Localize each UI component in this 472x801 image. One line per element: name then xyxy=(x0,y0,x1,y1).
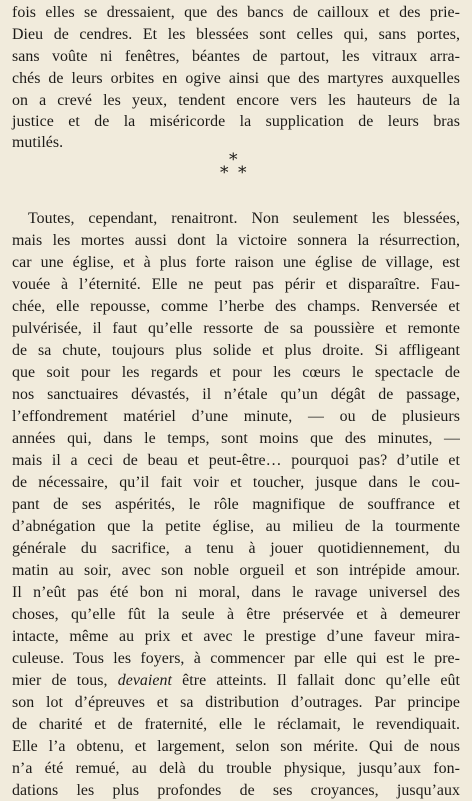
asterisk-icon: * xyxy=(238,163,247,183)
text-line: son lot d’épreuves et sa distribution d’outrages. Par principe xyxy=(12,694,460,711)
text-segment: être atteints. Il fallait donc qu’elle eût xyxy=(182,672,460,689)
text-line xyxy=(12,670,460,691)
paragraph-first-line: Toutes, cependant, renaitront. Non seulement les blessées, xyxy=(28,210,460,227)
text-line: l’effondrement matériel d’une minute, — ou de plusieurs xyxy=(12,408,460,425)
text-line: mais les mortes aussi dont la victoire sonnera la résurrection, xyxy=(12,232,460,249)
text-line: que soit pour les regards et pour les cœurs le spectacle de xyxy=(12,364,460,381)
text-line: générale du sacrifice, a tenu à jouer quotidiennement, du xyxy=(12,540,460,557)
text-line: de sa chute, toujours plus solide et plus droite. Si affligeant xyxy=(12,342,460,359)
text-line: d’abnégation que la petite église, au milieu de la tourmente xyxy=(12,518,460,535)
text-line: de charité et de fraternité, elle le réclamait, le revendiquait. xyxy=(12,716,460,733)
asterisk-icon: * xyxy=(229,150,238,170)
text-line: années qui, dans le temps, sont moins que des minutes, — xyxy=(12,430,460,447)
text-line: nos sanctuaires dévastés, il n’étale qu’un dégât de passage, xyxy=(12,386,460,403)
text-line: n’a été remué, au delà du trouble physique, jusqu’aux fon- xyxy=(12,760,460,777)
text-line: Il n’eût pas été bon ni moral, dans le ravage universel des xyxy=(12,584,460,601)
text-line: chée, elle repousse, comme l’herbe des champs. Renversée et xyxy=(12,298,460,315)
section-break-ornament xyxy=(220,152,250,186)
text-line: Elle l’a obtenu, et largement, selon son mérite. Qui de nous xyxy=(12,738,460,755)
text-line: pulvérisée, il faut qu’elle ressorte de sa poussière et remonte xyxy=(12,320,460,337)
text-line: matin au soir, avec son noble orgueil et son intrépide amour. xyxy=(12,562,460,579)
text-line: Dieu de cendres. Et les blessées sont celles qui, sans portes, xyxy=(12,26,460,43)
text-line: fois elles se dressaient, que des bancs de cailloux et des prie- xyxy=(12,4,460,21)
text-line: de nécessaire, qu’il fait voir et toucher, jusque dans le cou- xyxy=(12,474,460,491)
text-line: culeuse. Tous les foyers, à commencer par elle qui est le pre- xyxy=(12,650,460,667)
text-line: mutilés. xyxy=(12,134,64,151)
text-line: choses, qu’elle fût la seule à être préservée et à demeurer xyxy=(12,606,460,623)
emphasized-word: devaient xyxy=(117,672,172,689)
text-line: sans voûte ni fenêtres, béantes de partout, les vitraux arra- xyxy=(12,48,460,65)
text-line: intacte, même au prix et avec le prestige d’une faveur mira- xyxy=(12,628,460,645)
text-line: mais il a ceci de beau et peut-être… pourquoi pas? d’utile et xyxy=(12,452,460,469)
text-line: car une église, et à plus forte raison une église de village, est xyxy=(12,254,460,271)
text-segment: mier de tous, xyxy=(12,672,108,689)
text-line: vouée à l’éternité. Elle ne peut pas périr et disparaître. Fau- xyxy=(12,276,460,293)
text-line: chés de leurs orbites en ogive ainsi que des martyres auxquelles xyxy=(12,70,460,87)
text-line: justice et de la miséricorde la supplication de leurs bras xyxy=(12,113,460,130)
asterisk-icon: * xyxy=(220,163,229,183)
text-line: on a crevé les yeux, tendent encore vers les hauteurs de la xyxy=(12,92,460,109)
text-line: dations les plus profondes de ses croyances, jusqu’aux xyxy=(12,782,460,799)
text-line: pant de ses aspérités, le rôle magnifique de souffrance et xyxy=(12,496,460,513)
